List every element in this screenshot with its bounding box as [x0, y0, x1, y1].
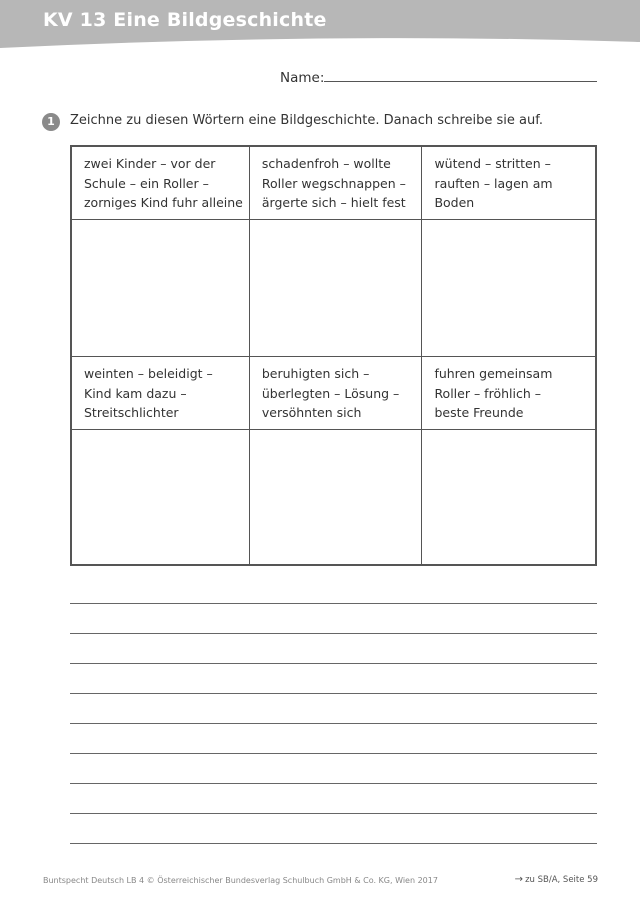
word-line: ärgerte sich – hielt fest	[261, 195, 406, 210]
writing-line[interactable]	[70, 843, 597, 873]
word-line: rauften – lagen am	[434, 175, 553, 191]
word-line: beruhigten sich –	[261, 366, 370, 381]
writing-line[interactable]	[70, 693, 597, 723]
word-box-1	[72, 147, 250, 220]
writing-line[interactable]	[70, 753, 597, 783]
arrow-right-icon: →	[514, 874, 524, 885]
story-grid	[70, 145, 597, 566]
word-line: Kind kam dazu –	[84, 385, 187, 401]
word-line: wütend – stritten –	[434, 156, 551, 171]
writing-line[interactable]	[70, 603, 597, 633]
word-line: schadenfroh – wollte	[261, 156, 391, 171]
word-line: weinten – beleidigt –	[84, 366, 213, 381]
footer-copyright: Buntspecht Deutsch LB 4 © Österreichischer Bundesverlag Schulbuch GmbH & Co. KG, Wien 2017	[43, 876, 438, 885]
drawing-box-4[interactable]	[72, 430, 250, 564]
word-box-4	[72, 357, 250, 430]
word-line: Schule – ein Roller –	[84, 175, 209, 191]
page-title: KV 13 Eine Bildgeschichte	[43, 9, 327, 31]
word-box-6	[422, 357, 595, 430]
word-line: überlegten – Lösung –	[261, 385, 400, 401]
writing-lines	[70, 603, 597, 873]
writing-line[interactable]	[70, 633, 597, 663]
drawing-box-1[interactable]	[72, 220, 250, 357]
writing-line[interactable]	[70, 813, 597, 843]
drawing-box-3[interactable]	[422, 220, 595, 357]
page-reference-text: zu SB/A, Seite 59	[525, 875, 598, 885]
name-input-line[interactable]	[324, 81, 597, 82]
word-line: zwei Kinder – vor der	[84, 156, 216, 171]
task-number-badge: 1	[42, 113, 60, 131]
writing-line[interactable]	[70, 663, 597, 693]
word-box-5	[250, 357, 423, 430]
name-label: Name:	[280, 70, 325, 86]
word-line: Boden	[434, 195, 475, 210]
word-box-3	[422, 147, 595, 220]
word-line: zorniges Kind fuhr alleine	[84, 195, 243, 210]
task-instruction: Zeichne zu diesen Wörtern eine Bildgeschichte. Danach schreibe sie auf.	[70, 113, 543, 128]
word-box-2	[250, 147, 423, 220]
footer-page-reference	[515, 874, 598, 885]
word-line: versöhnten sich	[261, 405, 362, 420]
drawing-box-6[interactable]	[422, 430, 595, 564]
word-line: Streitschlichter	[84, 405, 179, 420]
drawing-box-2[interactable]	[250, 220, 423, 357]
word-line: Roller – fröhlich –	[434, 385, 541, 401]
word-line: Roller wegschnappen –	[261, 175, 406, 191]
writing-line[interactable]	[70, 783, 597, 813]
writing-line[interactable]	[70, 723, 597, 753]
word-line: fuhren gemeinsam	[434, 366, 553, 381]
drawing-box-5[interactable]	[250, 430, 423, 564]
word-line: beste Freunde	[434, 405, 524, 420]
